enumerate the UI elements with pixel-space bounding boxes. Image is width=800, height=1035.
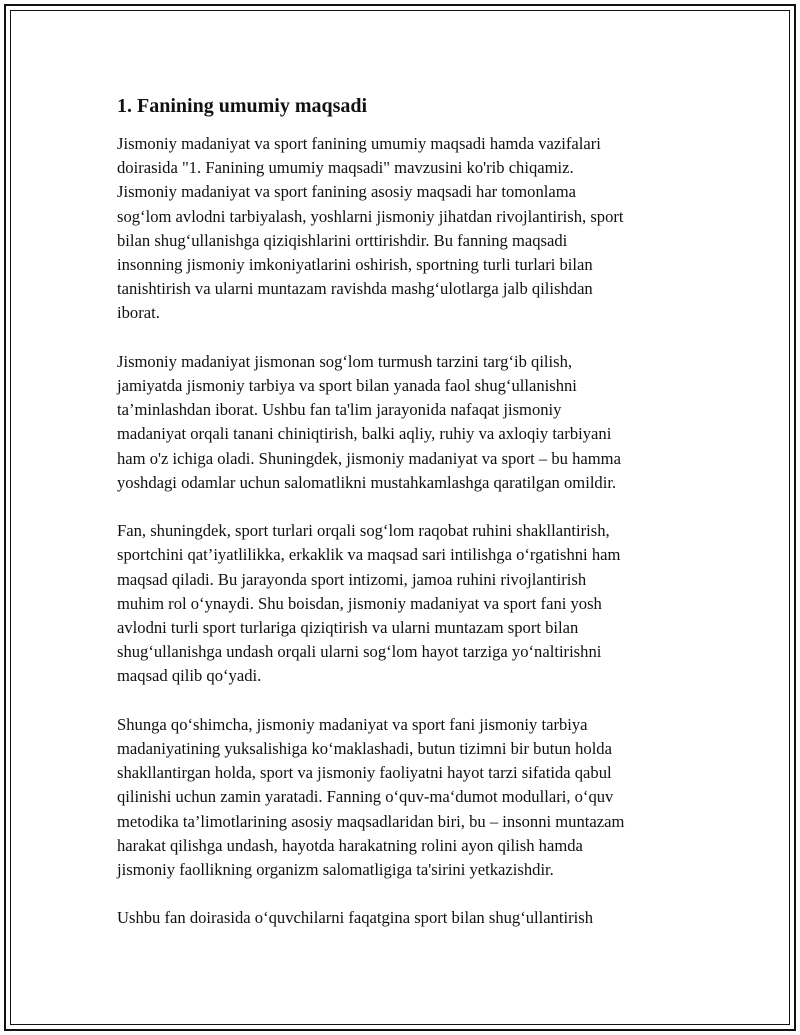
document-body — [117, 92, 692, 955]
paragraph-4: Shunga qo‘shimcha, jismoniy madaniyat va sport fani jismoniy tarbiya madaniyatining yuksalishiga ko‘maklashadi, butun tizimni bir butun holda shakllantirgan holda, sport va jismoniy faoliyatni hayot tarzi sifatida qabul qilinishi uchun zamin yaratadi. Fanning o‘quv-ma‘dumot modullari, o‘quv metodika ta’limotlarining asosiy maqsadlaridan biri, bu – insonni muntazam harakat qilishga undash, hayotda harakatning rolini ayon qilish hamda jismoniy faollikning organizm salomatligiga ta'sirini yetkazishdir. — [117, 714, 625, 880]
section-heading: 1. Fanining umumiy maqsadi — [117, 95, 368, 117]
paragraph-2: Jismoniy madaniyat jismonan sog‘lom turmush tarzini targ‘ib qilish, jamiyatda jismoniy tarbiya va sport bilan yanada faol shug‘ullanishni ta’minlashdan iborat. Ushbu fan ta'lim jarayonida nafaqat jismoniy madaniyat orqali tanani chiniqtirish, balki aqliy, ruhiy va axloqiy tarbiyani ham o'z ichiga oladi. Shuningdek, jismoniy madaniyat va sport – bu hamma yoshdagi odamlar uchun salomatlikni mustahkamlashga qaratilgan omildir. — [117, 351, 621, 492]
paragraph-5: Ushbu fan doirasida o‘quvchilarni faqatgina sport bilan shug‘ullantirish — [117, 908, 594, 928]
paragraph-3: Fan, shuningdek, sport turlari orqali sog‘lom raqobat ruhini shakllantirish, sportchini qat’iyatlilikka, erkaklik va maqsad sari intilishga o‘rgatishni ham maqsad qiladi. Bu jarayonda sport intizomi, jamoa ruhini rivojlantirish muhim rol o‘ynaydi. Shu boisdan, jismoniy madaniyat va sport fani yosh avlodni turli sport turlariga qiziqtirish va ularni muntazam sport bilan shug‘ullanishga undash orqali ularni sog‘lom hayot tarziga yo‘naltirishni maqsad qilib qo‘yadi. — [117, 521, 621, 686]
paragraph-1: Jismoniy madaniyat va sport fanining umumiy maqsadi hamda vazifalari doirasida "1. Fanining umumiy maqsadi" mavzusini ko'rib chiqamiz. Jismoniy madaniyat va sport fanining asosiy maqsadi har tomonlama sog‘lom avlodni tarbiyalash, yoshlarni jismoniy jihatdan rivojlantirish, sport bilan shug‘ullanishga qiziqishlarini orttirishdir. Bu fanning maqsadi insonning jismoniy imkoniyatlarini oshirish, sportning turli turlari bilan tanishtirish va ularni muntazam ravishda mashg‘ulotlarga jalb qilishdan iborat. — [117, 134, 624, 323]
